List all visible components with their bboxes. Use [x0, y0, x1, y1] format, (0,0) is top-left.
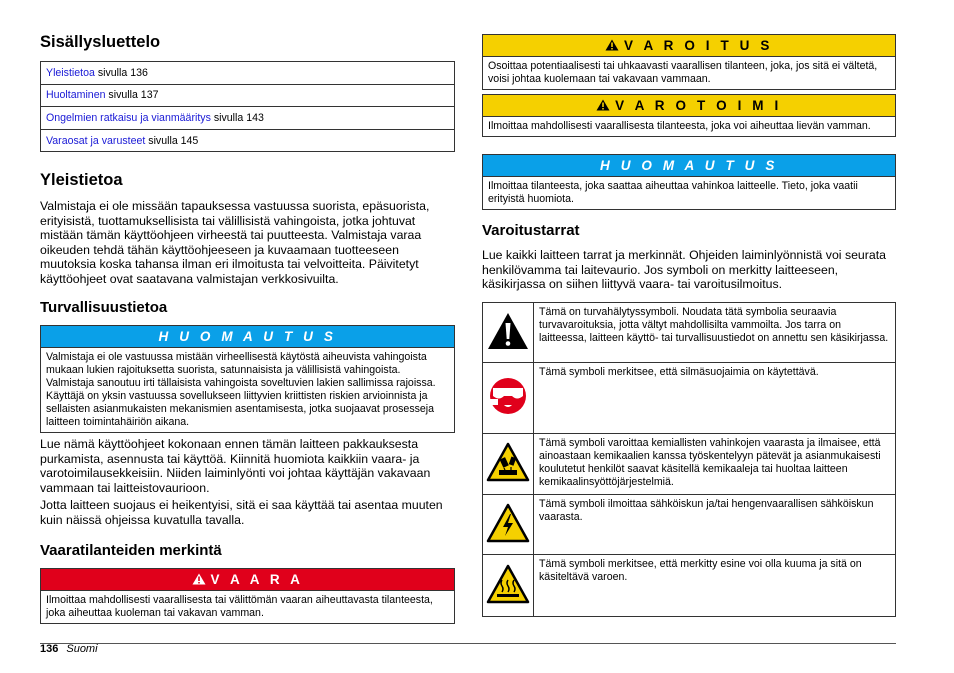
symbol-icon-cell	[483, 303, 534, 363]
symbol-description: Tämä symboli ilmoittaa sähköiskun ja/tai hengenvaarallisen sähköiskun vaarasta.	[534, 495, 896, 555]
labels-title: Varoitustarrat	[482, 222, 580, 239]
toc-page: sivulla 136	[94, 66, 148, 79]
warning-text: Osoittaa potentiaalisesti tai uhkaavasti vaarallisen tilanteen, joka, jos sitä ei vältetä, voisi johtaa kuolemaan tai vakavaan vammaan.	[488, 60, 878, 85]
footer-rule	[40, 643, 896, 644]
note-box	[40, 325, 455, 433]
note-header: H U O M A U T U S	[41, 326, 454, 348]
toc-link[interactable]: Varaosat ja varusteet	[46, 134, 146, 147]
symbols-table	[482, 302, 896, 617]
warning-box	[482, 34, 896, 90]
danger-label: V A A R A	[210, 572, 304, 587]
notice-header: H U O M A U T U S	[483, 155, 895, 177]
hazard-title: Vaaratilanteiden merkintä	[40, 542, 222, 559]
symbol-row	[483, 434, 896, 495]
footer-language: Suomi	[66, 643, 98, 655]
toc-link[interactable]: Huoltaminen	[46, 89, 106, 102]
protection-paragraph: Jotta laitteen suojaus ei heikentyisi, sitä ei saa käyttää tai asentaa muuten kuin näissä ohjeissa kuvatulla tavalla.	[40, 498, 443, 527]
general-text: Valmistaja ei ole missään tapauksessa vastuussa suorista, epäsuorista, erityisistä, tuottamuksellisista tai välillisistä vahingoista, jotka johtuvat mistään tämän käyttöohjeen virheestä tai puutteesta. Valmistaja varaa oikeuden tehdä tähän käyttöohjeeseen ja kuvaamaan tuotteeseen muutoksia koska tahansa ilman eri ilmoitusta tai velvoitteita. Päivitetyt käyttöohjeet ovat saatavana valmistajan verkkosivuilta.	[40, 199, 430, 286]
toc-link[interactable]: Yleistietoa	[46, 66, 95, 79]
note-text: Valmistaja ei ole vastuussa mistään virheellisestä käytöstä aiheuvista vahingoista mukaan lukien rajoituksetta suorista, satunnaisista ja välillisistä vahingoista. Valmistaja sanoutuu irti tällaisista vahingoista soveltuvien lakien sallimissa rajoissa. Käyttäjä on yksin vastuussa sovellukseen liittyvien kriittisten riskien arvioinnista ja sellaisten asianmukaisten mekanismien asentamisesta, jotka suojaavat prosesseja laitteen toimintahäiriön aikana.	[46, 351, 436, 428]
caution-label: V A R O T O I M I	[615, 98, 782, 113]
caution-header	[483, 95, 895, 117]
toc-page: sivulla 143	[210, 111, 264, 124]
general-title: Yleistietoa	[40, 171, 123, 189]
warning-header	[483, 35, 895, 57]
danger-text: Ilmoittaa mahdollisesti vaarallisesta tai välittömän vaaran aiheuttavasta tilanteesta, joka aiheuttaa kuoleman tai vakavan vamman.	[46, 594, 433, 619]
toc-page: sivulla 137	[105, 89, 159, 102]
notice-box	[482, 154, 896, 210]
symbol-icon-cell	[483, 363, 534, 434]
page-number: 136	[40, 643, 59, 655]
warning-label: V A R O I T U S	[623, 38, 773, 53]
eye-protection-icon	[486, 374, 530, 418]
instructions-paragraph: Lue nämä käyttöohjeet kokonaan ennen tämän laitteen pakkauksesta purkamista, asennusta tai käyttöä. Kiinnitä huomiota kaikkiin vaara- ja varotoimilausekkeisiin. Niiden laiminlyönti voi johtaa käyttäjän vakavaan vammaan tai laitteistovaurioon.	[40, 437, 431, 495]
notice-text: Ilmoittaa tilanteesta, joka saattaa aiheuttaa vahinkoa laitteelle. Tieto, joka vaatii erityistä huomiota.	[488, 180, 858, 205]
safety-title: Turvallisuustietoa	[40, 299, 168, 316]
symbol-row	[483, 363, 896, 434]
chemical-hazard-icon	[486, 442, 530, 482]
toc-row	[41, 62, 455, 85]
symbol-row	[483, 495, 896, 555]
warning-triangle-icon	[192, 573, 206, 585]
symbol-icon-cell	[483, 434, 534, 495]
symbol-row	[483, 555, 896, 617]
toc-link[interactable]: Ongelmien ratkaisu ja vianmääritys	[46, 111, 211, 124]
symbol-icon-cell	[483, 555, 534, 617]
toc-row	[41, 84, 455, 107]
danger-box	[40, 568, 455, 624]
labels-text: Lue kaikki laitteen tarrat ja merkinnät. Ohjeiden laiminlyönnistä voi seurata henkilövamma tai laitevaurio. Jos symboli on merkitty laitteeseen, käsikirjassa on siihen liittyvä vaara- tai varoitusilmoitus.	[482, 248, 886, 292]
symbol-description: Tämä symboli merkitsee, että silmäsuojaimia on käytettävä.	[534, 363, 896, 434]
toc-page: sivulla 145	[145, 134, 199, 147]
danger-header	[41, 569, 454, 591]
general-warning-icon	[486, 311, 530, 351]
toc-row	[41, 129, 455, 152]
symbol-description: Tämä on turvahälytyssymboli. Noudata tätä symbolia seuraavia turvavaroituksia, jotta vältyt mahdollisilta vammoilta. Jos tarra on laitteessa, laitteen käyttö- tai turvallisuustiedot on annettu sen käsikirjassa.	[534, 303, 896, 363]
symbol-icon-cell	[483, 495, 534, 555]
hot-surface-icon	[486, 564, 530, 604]
toc-table	[40, 61, 455, 152]
toc-title: Sisällysluettelo	[40, 33, 161, 51]
caution-text: Ilmoittaa mahdollisesti vaarallisesta tilanteesta, joka voi aiheuttaa lievän vamman.	[488, 120, 871, 132]
toc-row	[41, 107, 455, 130]
caution-box	[482, 94, 896, 137]
page-footer	[40, 643, 98, 655]
warning-triangle-icon	[596, 99, 610, 111]
symbol-description: Tämä symboli merkitsee, että merkitty esine voi olla kuuma ja sitä on käsiteltävä varoen.	[534, 555, 896, 617]
symbol-row	[483, 303, 896, 363]
electrical-shock-icon	[486, 503, 530, 543]
warning-triangle-icon	[605, 39, 619, 51]
symbol-description: Tämä symboli varoittaa kemiallisten vahinkojen vaarasta ja ilmaisee, että ainoastaan kemikaalien kanssa työskentelyyn pätevät ja asianmukaisesti koulutetut henkilöt saavat käsitellä kemikaaleja tai huoltaa laitteen kemikaalinsyöttöjärjestelmiä.	[534, 434, 896, 495]
